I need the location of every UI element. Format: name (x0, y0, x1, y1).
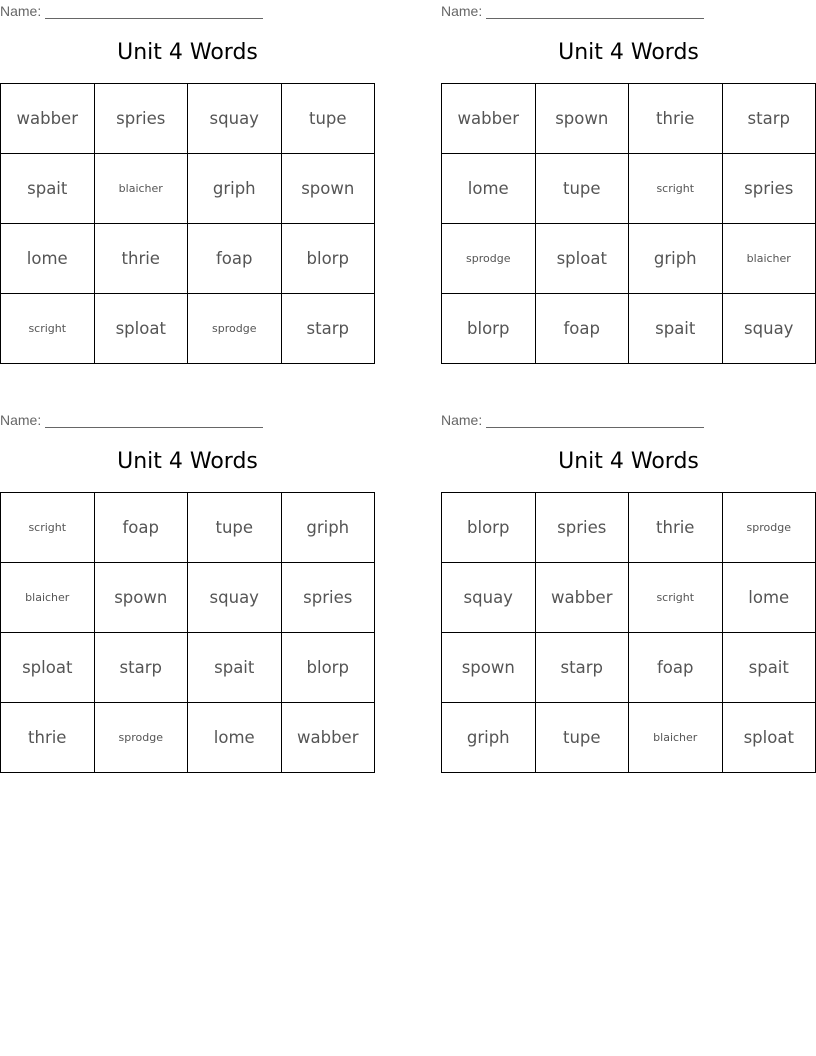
grid-row (1, 703, 375, 773)
grid-cell: sploat (1, 633, 95, 703)
grid-cell: spown (94, 563, 188, 633)
name-field (0, 412, 263, 428)
name-blank-line (45, 413, 263, 428)
grid-cell: blaicher (722, 224, 816, 294)
card-title: Unit 4 Words (558, 40, 699, 65)
grid-row (442, 84, 816, 154)
grid-cell: spown (535, 84, 629, 154)
grid-cell: spait (629, 294, 723, 364)
grid-cell: lome (442, 154, 536, 224)
grid-cell: scright (1, 493, 95, 563)
grid-cell: thrie (94, 224, 188, 294)
grid-row (442, 703, 816, 773)
grid-row (442, 294, 816, 364)
name-blank-line (45, 4, 263, 19)
grid-cell: spait (722, 633, 816, 703)
bingo-grid (0, 83, 375, 364)
grid-cell: foap (629, 633, 723, 703)
grid-cell: sploat (722, 703, 816, 773)
grid-cell: starp (722, 84, 816, 154)
card-title: Unit 4 Words (117, 40, 258, 65)
grid-cell: squay (188, 563, 282, 633)
grid-cell: squay (188, 84, 282, 154)
grid-row (442, 154, 816, 224)
name-field (0, 3, 263, 19)
grid-cell: blaicher (94, 154, 188, 224)
grid-row (442, 563, 816, 633)
grid-cell: blorp (281, 224, 375, 294)
grid-cell: tupe (535, 703, 629, 773)
grid-cell: griph (281, 493, 375, 563)
grid-row (1, 154, 375, 224)
name-label: Name: (0, 3, 42, 19)
grid-cell: scright (1, 294, 95, 364)
name-label: Name: (441, 3, 483, 19)
grid-cell: starp (535, 633, 629, 703)
grid-cell: tupe (535, 154, 629, 224)
grid-cell: spown (281, 154, 375, 224)
grid-cell: griph (629, 224, 723, 294)
grid-cell: foap (535, 294, 629, 364)
name-field (441, 412, 704, 428)
grid-cell: wabber (442, 84, 536, 154)
name-blank-line (486, 4, 704, 19)
grid-row (1, 84, 375, 154)
grid-cell: blorp (442, 493, 536, 563)
grid-row (1, 633, 375, 703)
grid-row (442, 633, 816, 703)
name-label: Name: (0, 412, 42, 428)
name-label: Name: (441, 412, 483, 428)
grid-cell: lome (722, 563, 816, 633)
grid-cell: thrie (1, 703, 95, 773)
grid-row (1, 493, 375, 563)
grid-cell: tupe (188, 493, 282, 563)
grid-cell: foap (94, 493, 188, 563)
grid-cell: squay (442, 563, 536, 633)
card-title: Unit 4 Words (558, 449, 699, 474)
name-blank-line (486, 413, 704, 428)
grid-cell: blaicher (629, 703, 723, 773)
grid-cell: scright (629, 154, 723, 224)
grid-cell: lome (1, 224, 95, 294)
bingo-grid (441, 83, 816, 364)
grid-cell: spait (188, 633, 282, 703)
grid-cell: squay (722, 294, 816, 364)
grid-row (442, 224, 816, 294)
grid-cell: wabber (535, 563, 629, 633)
grid-cell: spries (722, 154, 816, 224)
grid-row (1, 563, 375, 633)
grid-cell: thrie (629, 493, 723, 563)
grid-cell: sprodge (94, 703, 188, 773)
bingo-grid (0, 492, 375, 773)
card-title: Unit 4 Words (117, 449, 258, 474)
grid-cell: spait (1, 154, 95, 224)
grid-cell: thrie (629, 84, 723, 154)
grid-row (1, 294, 375, 364)
grid-cell: spown (442, 633, 536, 703)
grid-row (1, 224, 375, 294)
grid-cell: starp (94, 633, 188, 703)
grid-cell: griph (188, 154, 282, 224)
grid-cell: blaicher (1, 563, 95, 633)
grid-cell: wabber (1, 84, 95, 154)
grid-cell: starp (281, 294, 375, 364)
grid-cell: foap (188, 224, 282, 294)
grid-cell: spries (94, 84, 188, 154)
grid-cell: sploat (535, 224, 629, 294)
grid-cell: spries (281, 563, 375, 633)
grid-cell: sprodge (722, 493, 816, 563)
grid-cell: sploat (94, 294, 188, 364)
grid-cell: sprodge (442, 224, 536, 294)
grid-cell: blorp (281, 633, 375, 703)
grid-cell: scright (629, 563, 723, 633)
grid-cell: lome (188, 703, 282, 773)
grid-cell: tupe (281, 84, 375, 154)
bingo-grid (441, 492, 816, 773)
grid-cell: griph (442, 703, 536, 773)
grid-cell: spries (535, 493, 629, 563)
grid-row (442, 493, 816, 563)
grid-cell: blorp (442, 294, 536, 364)
grid-cell: wabber (281, 703, 375, 773)
grid-cell: sprodge (188, 294, 282, 364)
name-field (441, 3, 704, 19)
